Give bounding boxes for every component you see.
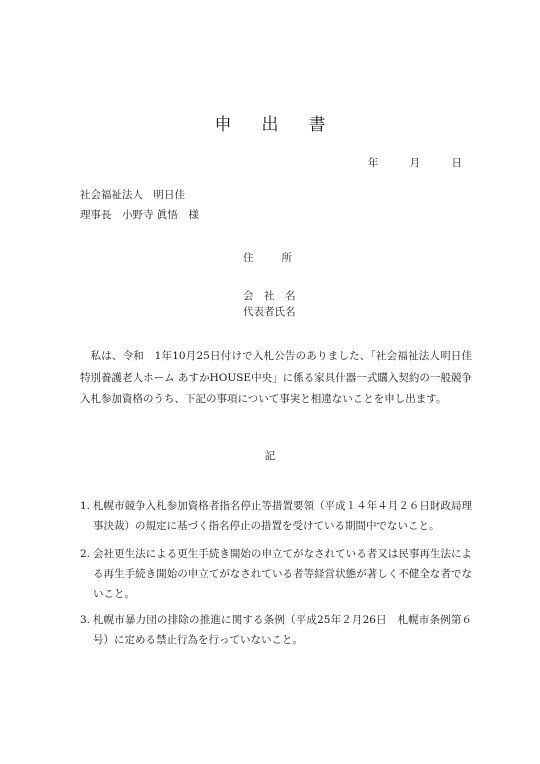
list-item <box>80 610 472 650</box>
date-month-label: 月 <box>409 157 421 169</box>
date-day-label: 日 <box>451 157 462 169</box>
list-item-number: 2. <box>80 548 91 560</box>
document-title: 申出書 <box>214 115 356 135</box>
list-item <box>80 544 472 604</box>
list-item-text: 会社更生法による更生手続き開始の申立てがなされている者又は民事再生法による再生手続き開始の申立てがなされている者等経営状態が著しく不健全な者でないこと。 <box>93 548 472 600</box>
list-item-number: 1. <box>80 500 91 512</box>
list-item-text: 札幌市競争入札参加資格者指名停止等措置要領（平成１４年４月２６日財政局理事決裁）の規定に基づく指名停止の措置を受けている期間中でないこと。 <box>93 500 472 532</box>
body-paragraph <box>80 346 472 411</box>
list-item-number: 3. <box>80 614 91 626</box>
sender-company-label: 会社名 <box>243 290 306 302</box>
ki-heading: 記 <box>264 450 276 462</box>
list-item-text: 札幌市暴力団の排除の推進に関する条例（平成25年２月26日 札幌市条例第６号）に定める禁止行為を行っていないこと。 <box>93 614 472 646</box>
sender-representative-label: 代表者氏名 <box>243 306 296 318</box>
addressee-block <box>80 185 199 225</box>
list-item <box>80 496 472 536</box>
body-text: 私は、令和 1年10月25日付けで入札公告のありました、「社会福祉法人明日佳 特別養護老人ホーム あすかHOUSE中央」に係る家具什器一式購入契約の一般競争入札参加資格のうち、下記の事項について事実と相違ないことを申し出ます。 <box>80 350 472 405</box>
sender-address-label: 住所 <box>243 252 320 264</box>
date-year-label: 年 <box>367 157 379 169</box>
date-line <box>368 156 462 170</box>
addressee-person: 理事長 小野寺 眞悟 様 <box>80 209 199 221</box>
addressee-organization: 社会福祉法人 明日佳 <box>80 189 185 201</box>
